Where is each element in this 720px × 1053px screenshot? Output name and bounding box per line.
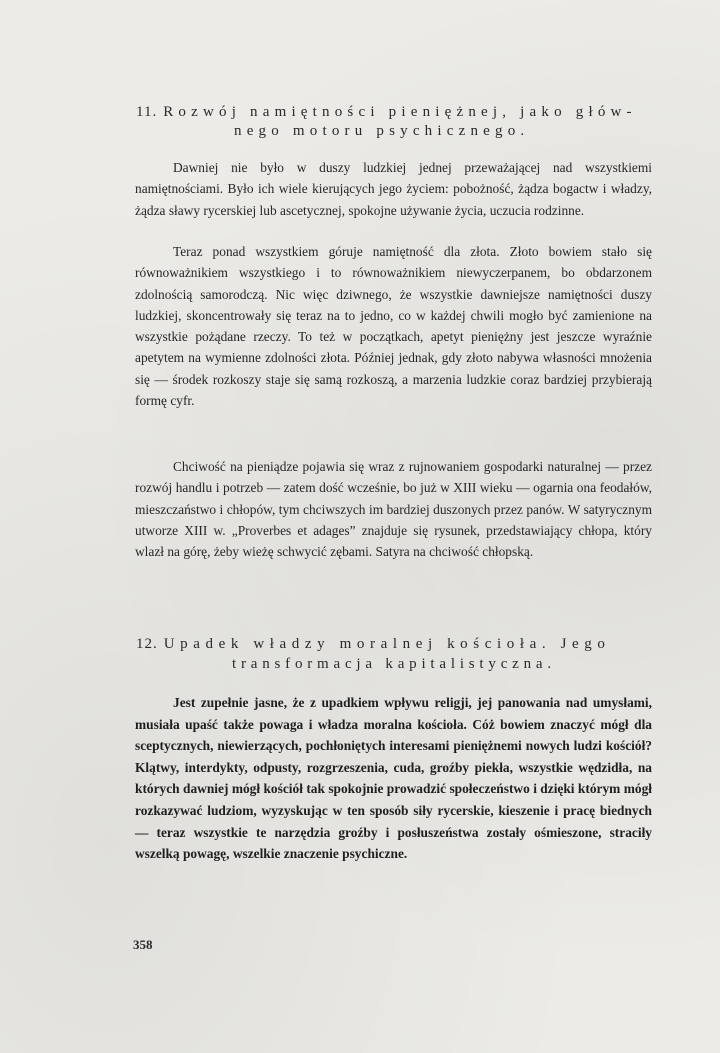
section-12-number: 12.: [136, 636, 158, 652]
section-11-paragraph-1: Dawniej nie było w duszy ludzkiej jednej przeważającej nad wszystkiemi namiętnościami. Było ich wiele kierujących jego życiem: pobożność, żądza bogactw i władzy, żądza sławy rycerskiej lub ascetycznej, spokojne używanie życia, uczucia rodzinne.: [135, 160, 652, 218]
section-11-paragraph-3: Chciwość na pieniądze pojawia się wraz z rujnowaniem gospodarki naturalnej — przez rozwój handlu i potrzeb — zatem dość wcześnie, bo już w XIII wieku — ogarnia ona feodałów, mieszczaństwo i chłopów, tym chciwszych im bardziej duszonych przez panów. W satyrycznym utworze XIII w. „Proverbes et adages” znajduje się rysunek, przedstawiający chłopa, który wlazł na górę, żeby wieżę schwycić zębami. Satyra na chciwość chłopską.: [135, 459, 652, 560]
section-12-title-line-1: Upadek władzy moralnej kościoła. Jego: [163, 636, 611, 652]
section-12-heading: [136, 633, 656, 655]
section-11-paragraph-2: Teraz ponad wszystkiem góruje namiętność dla złota. Złoto bowiem stało się równoważnikiem wszystkiego i to równoważnikiem niewyczerpanem, bo obdarzonem zdolnością samorodczą. Nic więc dziwnego, że wszystkie dawniejsze namiętności duszy ludzkiej, skoncentrowały się teraz na to jedno, co w każdej chwili mogło być zamienione na wszystkie pożądane rzeczy. To też w początkach, apetyt pieniężny jest jeszcze wyraźnie apetytem na wymienne zdolności złota. Później jednak, gdy złoto nabywa własności mnożenia się — środek rozkoszy staje się samą rozkoszą, a marzenia ludzkie coraz bardziej przybierają formę cyfr.: [135, 244, 652, 409]
section-11-title-line-2: nego motoru psychicznego.: [234, 123, 530, 139]
section-11-number: 11.: [136, 104, 158, 120]
page-number: 358: [133, 937, 153, 952]
section-12-paragraph-1: Jest zupełnie jasne, że z upadkiem wpływu religji, jej panowania nad umysłami, musiała upaść także powaga i władza moralna kościoła. Cóż bowiem znaczyć mógł dla sceptycznych, niewierzących, pochłoniętych interesami pieniężnemi nowych ludzi kościół? Klątwy, interdykty, odpusty, rozgrzeszenia, cuda, groźby piekła, wszystkie wędzidła, na których dawniej mógł kościół tak spokojnie prowadzić społeczeństwo i dzięki którym mógł rozkazywać ludziom, wyzyskując w ten sposób siły rycerskie, kieszenie i pracę biednych — teraz wszystkie te narzędzia groźby i posłuszeństwa zostały ośmieszone, straciły wszelką powagę, wszelkie znaczenie psychiczne.: [135, 695, 652, 862]
section-11-title-line-1: Rozwój namiętności pieniężnej, jako głów-: [163, 104, 637, 120]
section-12-title-line-2: transformacja kapitalistyczna.: [232, 656, 556, 672]
